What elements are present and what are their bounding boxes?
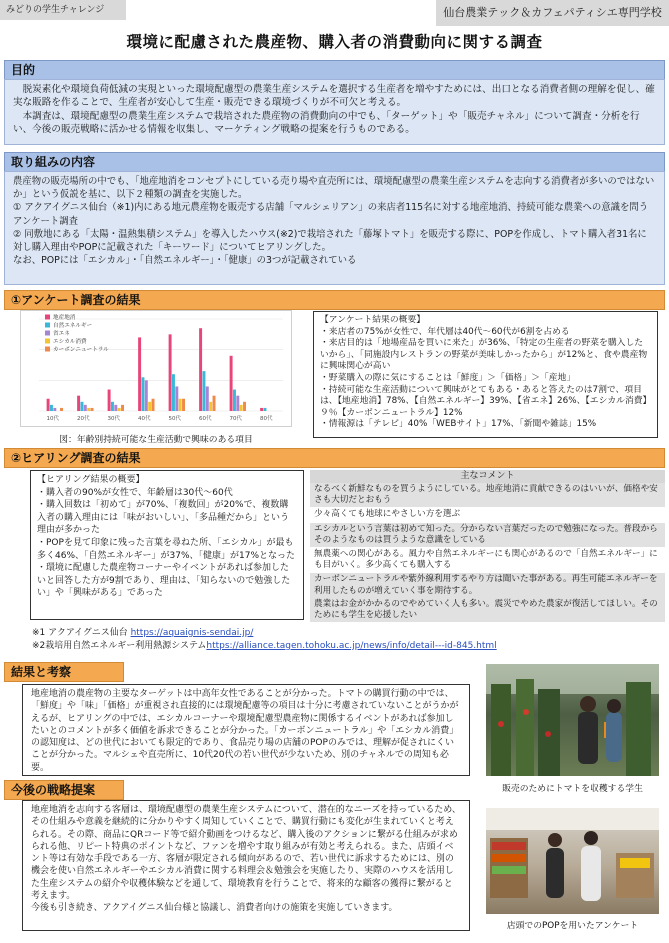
findings-text: 地産地消の農産物の主要なターゲットは中高年女性であることが分かった。トマトの購買行動の中では、「鮮度」や「味」「価格」が重視され直接的には環境配慮等の項目は十分に考慮されていないことがうかがえるが、ヒアリングの中では、エシカルコーナーや環境配慮型農産物に関係するイベントがあれば参加したいとのコメントが多く価値を訴求できることが分かった。「カーボンニュートラル」や「エシカル消費」の認知度は、どの世代においても限定的であり、食品売り場の店舗のPOPのみでは、理解が促されにくいことが分かった。マルシェや直売所に、10代20代の若い世代が少ないため、別のチャネルでの周知も必要。 xyxy=(31,689,459,773)
bar-0-0 xyxy=(47,399,50,411)
header-school-name: 仙台農業テック＆カフェパティシエ専門学校 xyxy=(436,0,669,26)
purpose-box xyxy=(4,79,665,145)
legend-label-2: 省エネ xyxy=(53,331,70,337)
bar-4-5 xyxy=(213,396,216,411)
photo-store-survey xyxy=(486,808,659,914)
survey-chart xyxy=(20,310,292,427)
survey-chart-caption: 図：年齢別持続可能な生産活動で興味のある項目 xyxy=(59,435,253,445)
bar-0-4 xyxy=(169,334,172,411)
comments-header: 主なコメント xyxy=(310,470,665,483)
hearing-result-2: ・購入回数は「初めて」が70%、「複数回」が20%で、複数購入者の購入理由には「味がおいしい」、「多品種だから」という理由が多かった xyxy=(37,500,290,536)
bar-1-1 xyxy=(80,402,83,411)
bar-1-5 xyxy=(202,371,205,411)
x-tick-label: 60代 xyxy=(198,416,212,422)
survey-result-5: ・情報源は「テレビ」40%「WEBサイト」17%、「新聞や雑誌」15% xyxy=(320,419,597,430)
efforts-label: 取り組みの内容 xyxy=(4,152,665,172)
survey-result-4: ・持続可能な生産活動について興味がとてもある・あると答えたのは7割で、項目は、【地産地消】78%、【自然エネルギー】39%、【省エネ】26%、【エシカル消費】９％【カーボンニュートラル】12% xyxy=(320,384,647,418)
photo-harvest-caption: 販売のためにトマトを収穫する学生 xyxy=(502,784,643,794)
purpose-label: 目的 xyxy=(4,60,665,80)
efforts-line-1: 農産物の販売場所の中でも、「地産地消をコンセプトにしている売り場や直売所には、環境配慮型の農業生産システムを志向する消費者が多いのではないか」という仮説を基に、以下２種類の調査を実施した。 xyxy=(13,176,655,201)
legend-swatch-4 xyxy=(45,347,50,352)
hearing-result-3: ・POPを見て印象に残った言葉を尋ねた所、「エシカル」が最も多く46%、「自然エネルギー」が37%、「健康」が17%となった xyxy=(37,537,296,561)
strategy-text: 地産地消を志向する客層は、環境配慮型の農業生産システムについて、潜在的なニーズを持っているため、その仕組みや意義を継続的に分かりやすく周知していくことで、購買行動にも変化が生まれていくと考えられる。その際、商品にQRコード等で紹介動画をつけるなど、購入後のアクションに繋がる仕組みが求められる他、リピート特典のポイントなど、ファンを増やす取り組みが有効と考えられる。また、店頭イベント等は有効な手段である一方、客層が限定される傾向があるので、若い世代に訴求するためには、別の機会を使い自然エネルギーやエシカル消費に関する料理会＆勉強会を実施したり、実際のハウスを活用した生産システムの紹介や収穫体験などを通して、環境教育を行うことで、将来的な顧客の獲得に繋がると考えます。 xyxy=(31,805,461,902)
bar-1-4 xyxy=(172,374,175,411)
bar-3-3 xyxy=(148,402,151,411)
photo-tomato-harvest-illustration xyxy=(486,664,659,776)
legend-swatch-1 xyxy=(45,323,50,328)
bar-0-3 xyxy=(138,337,141,411)
bar-2-0 xyxy=(53,408,56,411)
comment-5: カーボンニュートラルや紫外線利用するやり方は聞いた事がある。再生可能エネルギーを利用したものが増えていく事を期待する。 xyxy=(310,573,665,597)
bar-3-6 xyxy=(240,405,243,411)
legend-label-1: 自然エネルギー xyxy=(53,323,93,329)
note-1 xyxy=(32,627,253,640)
note-1-text: ※1 アクアイグニス仙台 xyxy=(32,628,131,638)
comment-2: 少々高くても地球にやさしい方を選ぶ xyxy=(310,508,665,522)
legend-label-4: カーボンニュートラル xyxy=(53,347,109,353)
bar-4-6 xyxy=(243,402,246,411)
bar-4-0 xyxy=(60,408,63,411)
hearing-result-title: 【ヒアリング結果の概要】 xyxy=(37,475,145,485)
bar-3-5 xyxy=(209,402,212,411)
bar-2-2 xyxy=(114,405,117,411)
bar-2-3 xyxy=(145,380,148,411)
x-tick-label: 10代 xyxy=(46,416,59,422)
comment-4: 無農薬への関心がある。風力や自然エネルギーにも関心があるので「自然エネルギー」にも目がいく。多少高くても購入する xyxy=(310,548,665,573)
bar-3-1 xyxy=(87,408,90,411)
survey-result-3: ・野菜購入の際に気にすることは「鮮度」＞「価格」＞「産地」 xyxy=(320,372,576,383)
bar-3-2 xyxy=(118,408,121,411)
note-2-link[interactable]: https://alliance.tagen.tohoku.ac.jp/news/info/detail---id-845.html xyxy=(206,641,497,651)
bar-2-5 xyxy=(206,386,209,411)
bar-4-2 xyxy=(121,405,124,411)
bar-0-2 xyxy=(108,390,111,411)
photo-store-caption: 店頭でのPOPを用いたアンケート xyxy=(506,921,639,931)
legend-label-0: 地産地消 xyxy=(53,315,76,321)
bar-1-3 xyxy=(141,377,144,411)
purpose-paragraph-2: 本調査は、環境配慮型の農業生産システムで栽培された農産物の消費動向の中でも、「ターゲット」や「販売チャネル」について調査・分析を行い、今後の販売戦略に活かせる情報を収集し、マーケティング戦略の提案を行うものである。 xyxy=(13,110,640,136)
survey-label: ①アンケート調査の結果 xyxy=(4,290,665,310)
bar-0-6 xyxy=(230,356,233,411)
hearing-result-1: ・購入者の90%が女性で、年齢層は30代〜60代 xyxy=(37,487,233,498)
hearing-result-4: ・環境に配慮した農産物コーナーやイベントがあれば参加したいと回答した方が9割であり、理由は、「知らないので勉強したい」や「興味がある」であった xyxy=(37,563,291,599)
findings-box xyxy=(22,684,470,776)
hearing-results-box xyxy=(30,470,304,620)
x-tick-label: 40代 xyxy=(137,416,151,422)
bar-1-6 xyxy=(233,390,236,411)
bar-2-6 xyxy=(236,396,239,411)
strategy-box xyxy=(22,800,470,931)
bar-4-4 xyxy=(182,399,185,411)
survey-results-box xyxy=(313,311,658,438)
legend-swatch-0 xyxy=(45,315,50,320)
efforts-line-4: なお、POPには「エシカル」・「自然エネルギー」・「健康」の3つが記載されている xyxy=(13,255,357,267)
bar-chart xyxy=(21,311,291,426)
note-2 xyxy=(32,640,497,653)
bar-1-0 xyxy=(50,405,53,411)
findings-label: 結果と考察 xyxy=(4,662,124,682)
bar-3-4 xyxy=(179,399,182,411)
photo-store-survey-illustration xyxy=(486,808,659,914)
bar-0-5 xyxy=(199,328,202,411)
legend-swatch-2 xyxy=(45,331,50,336)
survey-result-2: ・来店目的は「地場産品を買いに来た」が36%、「特定の生産者の野菜を購入したいから」、「同施設内レストランの野菜が美味しかったから」が12%と、食や農産物に興味関心が高い xyxy=(320,338,648,372)
x-tick-label: 20代 xyxy=(76,416,90,422)
comment-3: エシカルという言葉は初めて知った。分からない言葉だったので勉強になった。普段からそのようなものは買うような意識をしている xyxy=(310,523,665,548)
note-2-text: ※2栽培用自然エネルギー利用熱源システム xyxy=(32,641,207,651)
bar-1-7 xyxy=(263,408,266,411)
strategy-text-2: 今後も引き続き、アクアイグニス仙台様と協議し、消費者向けの施策を実施していきます。 xyxy=(31,903,398,914)
photo-tomato-harvest xyxy=(486,664,659,776)
note-1-link[interactable]: https://aquaignis-sendai.jp/ xyxy=(130,628,254,638)
comment-6: 農業はお金がかかるのでやめていく人も多い。震災でやめた農家が復活してほしい。そのためにも学生を応援したい xyxy=(310,598,665,623)
strategy-label: 今後の戦略提案 xyxy=(4,780,124,800)
bar-4-1 xyxy=(91,408,94,411)
legend-label-3: エシカル消費 xyxy=(53,339,87,345)
x-tick-label: 70代 xyxy=(229,416,242,422)
bar-1-2 xyxy=(111,402,114,411)
efforts-box xyxy=(4,171,665,285)
bar-4-3 xyxy=(152,399,155,411)
bar-0-7 xyxy=(260,408,263,411)
x-tick-label: 50代 xyxy=(168,416,181,422)
bar-2-1 xyxy=(84,405,87,411)
comment-1: なるべく新鮮なものを買うようにしている。地産地消に貢献できるのはいいが、価格や安さも大切だとおもう xyxy=(310,483,665,508)
bar-0-1 xyxy=(77,396,80,411)
efforts-line-2: ① アクアイグニス仙台（※1)内にある地元農産物を販売する店舗「マルシェリアン」の来店者115名に対する地産地消、持続可能な農業への意識を問うアンケート調査 xyxy=(13,202,649,227)
x-tick-label: 80代 xyxy=(259,416,273,422)
purpose-paragraph-1: 脱炭素化や環境負荷低減の実現といった環境配慮型の農業生産システムを選択する生産者を増やすためには、出口となる消費者側の理解を促し、確実な販路を作ることで、生産者が安心して生産・販売できる環境づくりが不可欠と考える。 xyxy=(13,84,655,109)
x-tick-label: 30代 xyxy=(107,416,120,422)
survey-result-1: ・来店者の75%が女性で、年代層は40代〜60代が6割を占める xyxy=(320,326,570,337)
comments-table xyxy=(310,470,665,634)
survey-results-title: 【アンケート結果の概要】 xyxy=(320,315,426,325)
hearing-label: ②ヒアリング調査の結果 xyxy=(4,448,665,468)
bar-2-4 xyxy=(175,386,178,411)
legend-swatch-3 xyxy=(45,339,50,344)
page-title: 環境に配慮された農産物、購入者の消費動向に関する調査 xyxy=(126,33,543,51)
efforts-line-3: ② 同敷地にある「太陽・温熱集積システム」を導入したハウス(※2)で栽培された「藤塚トマト」を販売する際に、POPを作成し、トマト購入者31名に対し購入理由やPOPに記載された「キーワード」についてヒアリングした。 xyxy=(13,228,647,254)
header-left-tag: みどりの学生チャレンジ xyxy=(0,0,126,20)
